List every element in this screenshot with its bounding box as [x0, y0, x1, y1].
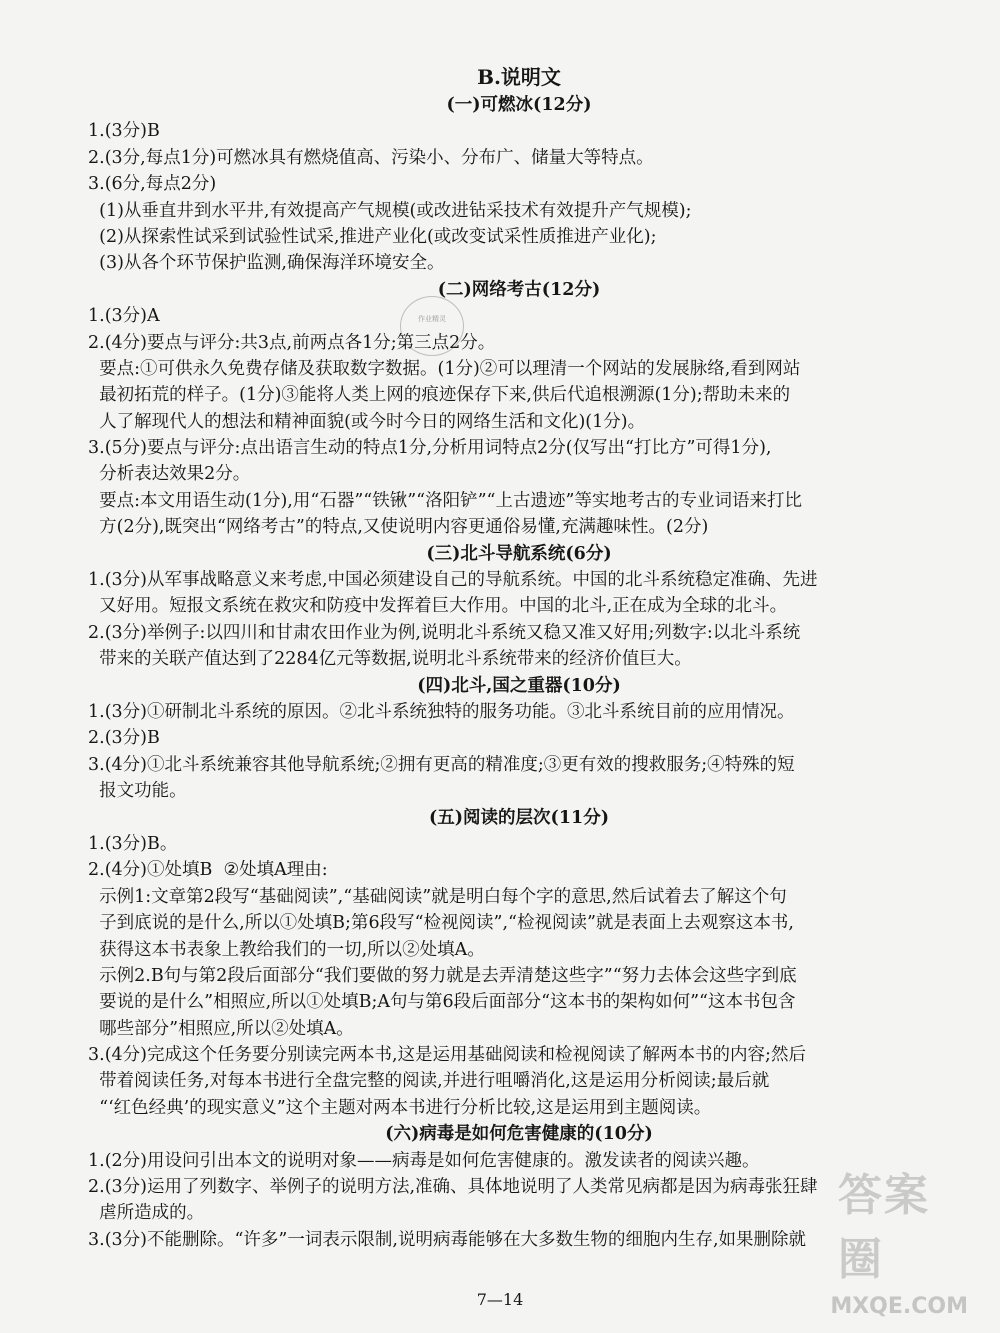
- answer-line: 人了解现代人的想法和精神面貌(或今时今日的网络生活和文化)(1分)。: [88, 411, 646, 432]
- answer-line: 3.(4分)①北斗系统兼容其他导航系统;②拥有更高的精准度;③更有效的搜救服务;④特殊的短: [88, 754, 795, 775]
- watermark-logo-text: 答案圈: [838, 1170, 930, 1285]
- answer-line: (1)从垂直井到水平井,有效提高产气规模(或改进钻采技术有效提升产气规模);: [88, 200, 692, 221]
- watermark-url-text: MXQE.COM: [830, 1294, 968, 1319]
- answer-line: 方(2分),既突出“网络考古”的特点,又使说明内容更通俗易懂,充满趣味性。(2分): [88, 517, 709, 538]
- answer-line: 带来的关联产值达到了2284亿元等数据,说明北斗系统带来的经济价值巨大。: [88, 649, 692, 670]
- answer-line: 2.(4分)①处填B ②处填A理由:: [88, 860, 328, 881]
- answer-line: 2.(3分)举例子:以四川和甘肃农田作业为例,说明北斗系统又稳又准又好用;列数字:以北斗系统: [88, 622, 801, 643]
- answer-line: 分析表达效果2分。: [88, 464, 251, 485]
- answer-line: 3.(5分)要点与评分:点出语言生动的特点1分,分析用词特点2分(仅写出“打比方”可得1分),: [88, 438, 772, 459]
- answer-line: 示例1:文章第2段写“基础阅读”,“基础阅读”就是明白每个字的意思,然后试着去了解这个句: [88, 886, 787, 907]
- answer-line: (2)从探索性试采到试验性试采,推进产业化(或改变试采性质推进产业化);: [88, 226, 657, 247]
- answer-line: “‘红色经典’的现实意义”这个主题对两本书进行分析比较,这是运用到主题阅读。: [88, 1097, 712, 1118]
- answer-line: 哪些部分”相照应,所以②处填A。: [88, 1018, 354, 1039]
- section-heading: (三)北斗导航系统(6分): [426, 543, 612, 564]
- answer-line: 又好用。短报文系统在救灾和防疫中发挥着巨大作用。中国的北斗,正在成为全球的北斗。: [88, 596, 788, 617]
- answer-line: 1.(3分)B。: [88, 833, 178, 854]
- answer-line: 2.(3分)运用了列数字、举例子的说明方法,准确、具体地说明了人类常见病都是因为病毒张狂肆: [88, 1177, 818, 1198]
- answer-line: 2.(4分)要点与评分:共3点,前两点各1分;第三点2分。: [88, 332, 496, 353]
- site-watermark: [830, 1170, 988, 1327]
- answer-line: 要点:①可供永久免费存储及获取数字数据。(1分)②可以理清一个网站的发展脉络,看到网站: [88, 358, 801, 379]
- section-heading: (五)阅读的层次(11分): [429, 807, 609, 828]
- section-heading: (一)可燃冰(12分): [446, 95, 592, 115]
- answer-line: 报文功能。: [88, 781, 187, 802]
- answer-line: 1.(3分)从军事战略意义来考虑,中国必须建设自己的导航系统。中国的北斗系统稳定准确、先进: [88, 570, 818, 591]
- answer-line: 要点:本文用语生动(1分),用“石器”“铁锹”“洛阳铲”“上古遗迹”等实地考古的专业词语来打比: [88, 490, 802, 511]
- answer-line: 3.(4分)完成这个任务要分别读完两本书,这是运用基础阅读和检视阅读了解两本书的内容;然后: [88, 1045, 806, 1066]
- answer-line: 3.(3分)不能删除。“许多”一词表示限制,说明病毒能够在大多数生物的细胞内生存,如果删除就: [88, 1229, 807, 1250]
- stamp-seal: 作业精灵: [400, 296, 464, 356]
- page-number: 7—14: [476, 1290, 524, 1309]
- answer-line: 要说的是什么”相照应,所以①处填B;A句与第6段后面部分“这本书的架构如何”“这本书包含: [88, 992, 796, 1013]
- section-heading: (二)网络考古(12分): [437, 279, 601, 300]
- answer-line: 2.(3分)B: [88, 728, 160, 749]
- page-title: B.说明文: [477, 65, 561, 89]
- answer-line: (3)从各个环节保护监测,确保海洋环境安全。: [88, 253, 445, 274]
- answer-line: 1.(3分)A: [88, 306, 160, 327]
- answer-line: 虐所造成的。: [88, 1203, 205, 1224]
- answer-line: 1.(2分)用设问引出本文的说明对象——病毒是如何危害健康的。激发读者的阅读兴趣。: [88, 1150, 760, 1171]
- answer-content: [88, 62, 950, 1253]
- answer-line: 1.(3分)①研制北斗系统的原因。②北斗系统独特的服务功能。③北斗系统目前的应用情况。: [88, 701, 795, 722]
- answer-line: 1.(3分)B: [88, 121, 160, 142]
- answer-line: 子到底说的是什么,所以①处填B;第6段写“检视阅读”,“检视阅读”就是表面上去观察这本书,: [88, 913, 794, 934]
- answer-line: 带着阅读任务,对每本书进行全盘完整的阅读,并进行咀嚼消化,这是运用分析阅读;最后就: [88, 1071, 770, 1092]
- answer-line: 2.(3分,每点1分)可燃冰具有燃烧值高、污染小、分布广、储量大等特点。: [88, 147, 654, 168]
- answer-line: 3.(6分,每点2分): [88, 174, 217, 195]
- section-heading: (六)病毒是如何危害健康的(10分): [385, 1124, 653, 1145]
- answer-line: 获得这本书表象上教给我们的一切,所以②处填A。: [88, 939, 485, 960]
- section-heading: (四)北斗,国之重器(10分): [417, 675, 621, 696]
- answer-line: 最初拓荒的样子。(1分)③能将人类上网的痕迹保存下来,供后代追根溯源(1分);帮助未来的: [88, 385, 791, 406]
- answer-line: 示例2.B句与第2段后面部分“我们要做的努力就是去弄清楚这些字”“努力去体会这些字到底: [88, 965, 797, 986]
